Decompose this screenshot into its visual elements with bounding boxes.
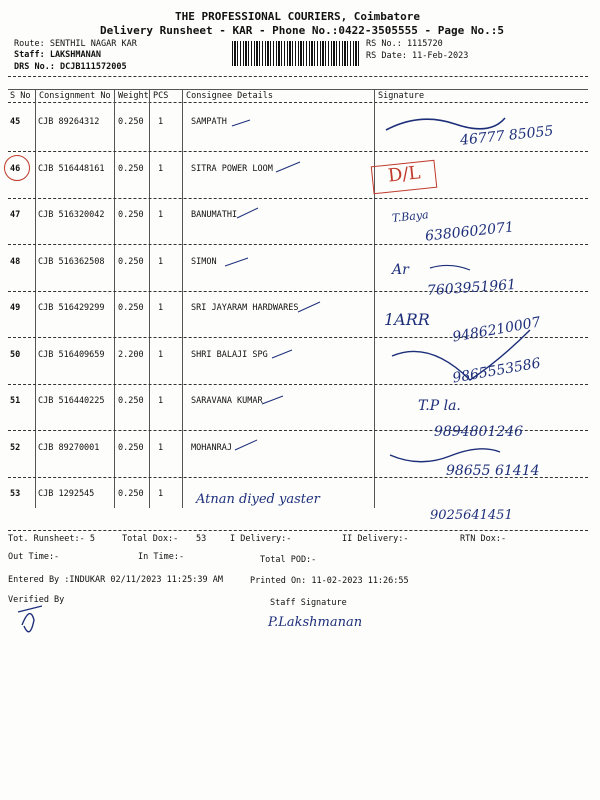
signature-scribble — [430, 265, 470, 270]
staff-label: Staff: LAKSHMANAN — [14, 50, 101, 60]
row-pcs: 1 — [158, 489, 164, 499]
tick-mark — [298, 302, 320, 312]
row-sno: 53 — [10, 489, 21, 499]
row-consignment: CJB 1292545 — [38, 489, 95, 499]
out-time: Out Time:- — [8, 552, 60, 562]
sig51-name: T.P la. — [418, 398, 461, 414]
row-consignee: SAMPATH — [191, 117, 227, 127]
row-pcs: 1 — [158, 303, 164, 313]
row-weight: 0.250 — [118, 210, 144, 220]
row-weight: 0.250 — [118, 442, 144, 453]
row-sno: 45 — [10, 117, 21, 127]
row-consignment: CJB 516429299 — [38, 303, 105, 313]
sig53-phone: 9025641451 — [430, 508, 513, 523]
row-sno: 46 — [10, 163, 21, 174]
row-consignee: SARAVANA KUMAR — [191, 396, 263, 406]
row-consignment: CJB 516440225 — [38, 396, 105, 406]
rs-date: RS Date: 11-Feb-2023 — [366, 51, 469, 61]
col-weight: Weight — [118, 91, 149, 101]
row-pcs: 1 — [158, 210, 164, 220]
sig47-phone: 6380602071 — [424, 219, 515, 245]
signature-scribble — [386, 118, 505, 130]
row-pcs: 1 — [158, 396, 164, 406]
verified-by: Verified By — [8, 595, 65, 605]
row-consignment: CJB 516320042 — [38, 210, 105, 220]
row-pcs: 1 — [158, 256, 164, 267]
staff-signature: P.Lakshmanan — [268, 615, 363, 630]
printed-on: Printed On: 11-02-2023 11:26:55 — [250, 576, 409, 586]
row-consignee: BANUMATHI — [191, 210, 238, 220]
drs-number: DRS No.: DCJB111572005 — [14, 62, 127, 72]
rs-number: RS No.: 1115720 — [366, 39, 443, 49]
runsheet-subtitle: Delivery Runsheet - KAR - Phone No.:0422-3505555 - Page No.:5 — [100, 24, 504, 37]
staff-signature-label: Staff Signature — [270, 598, 347, 608]
rtn-dox: RTN Dox:- — [460, 534, 507, 544]
col-consignee: Consignee Details — [186, 91, 273, 101]
row-weight: 0.250 — [118, 256, 144, 267]
row-consignment: CJB 89270001 — [38, 442, 100, 453]
tick-mark — [262, 396, 283, 404]
row-sno: 51 — [10, 396, 21, 406]
company-title: THE PROFESSIONAL COURIERS, Coimbatore — [175, 10, 421, 23]
footer-rule — [8, 530, 588, 531]
verifier-scribble — [18, 606, 42, 632]
row-weight: 0.250 — [118, 303, 144, 313]
sig51-phone: 9894801246 — [434, 424, 524, 440]
row-sno: 50 — [10, 349, 21, 360]
col-signature: Signature — [378, 91, 425, 101]
row-weight: 2.200 — [118, 349, 144, 360]
tot-runsheet: Tot. Runsheet:- 5 — [8, 534, 95, 544]
row-consignment: CJB 516448161 — [38, 163, 105, 174]
sig52-phone: 98655 61414 — [446, 463, 540, 479]
dl-stamp: D/L — [386, 162, 422, 187]
row-consignee: SITRA POWER LOOM — [191, 163, 273, 174]
row-pcs: 1 — [158, 349, 164, 360]
row-weight: 0.250 — [118, 117, 144, 127]
row-consignee: SRI JAYARAM HARDWARES — [191, 303, 299, 313]
tick-mark — [225, 258, 248, 266]
row-weight: 0.250 — [118, 396, 144, 406]
total-dox-label: Total Dox:- — [122, 534, 179, 544]
sig48-phone: 7603951961 — [426, 276, 517, 300]
row-sno: 47 — [10, 210, 21, 220]
row-weight: 0.250 — [118, 489, 144, 499]
row-sno: 48 — [10, 256, 21, 267]
sig45-phone: 46777 85055 — [459, 123, 555, 149]
ii-delivery: II Delivery:- — [342, 534, 409, 544]
row-sno: 49 — [10, 303, 21, 313]
col-pcs: PCS — [153, 91, 169, 101]
tick-mark — [276, 162, 300, 172]
total-pod: Total POD:- — [260, 555, 317, 565]
row-consignee: SHRI BALAJI SPG — [191, 349, 268, 360]
row-weight: 0.250 — [118, 163, 144, 174]
sig49-mark: 1ARR — [384, 310, 430, 329]
row-consignment: CJB 89264312 — [38, 117, 100, 127]
sig50-phone: 9865553586 — [451, 355, 542, 387]
row-consignee: SIMON — [191, 256, 217, 267]
row-consignee: MOHANRAJ — [191, 442, 232, 453]
tick-mark — [272, 350, 292, 358]
signature-scribble — [390, 449, 500, 462]
i-delivery: I Delivery:- — [230, 534, 292, 544]
col-consignment: Consignment No — [39, 91, 111, 101]
in-time: In Time:- — [138, 552, 185, 562]
row-pcs: 1 — [158, 442, 164, 453]
sig48-name: Ar — [392, 262, 409, 278]
entered-by: Entered By :INDUKAR 02/11/2023 11:25:39 AM — [8, 575, 223, 585]
col-sno: S No — [10, 91, 31, 101]
row-pcs: 1 — [158, 163, 164, 174]
tick-mark — [235, 440, 257, 450]
row-pcs: 1 — [158, 117, 164, 127]
row-sno: 52 — [10, 442, 21, 453]
sig47-name: T.Baya — [391, 208, 430, 225]
row53-note: Atnan diyed yaster — [196, 492, 320, 507]
tick-mark — [232, 120, 250, 126]
row-consignment: CJB 516362508 — [38, 256, 105, 267]
total-dox-value: 53 — [196, 534, 207, 544]
sig49-phone: 9486210007 — [451, 314, 542, 346]
row-consignment: CJB 516409659 — [38, 349, 105, 360]
route-label: Route: SENTHIL NAGAR KAR — [14, 39, 137, 49]
tick-mark — [237, 208, 258, 218]
